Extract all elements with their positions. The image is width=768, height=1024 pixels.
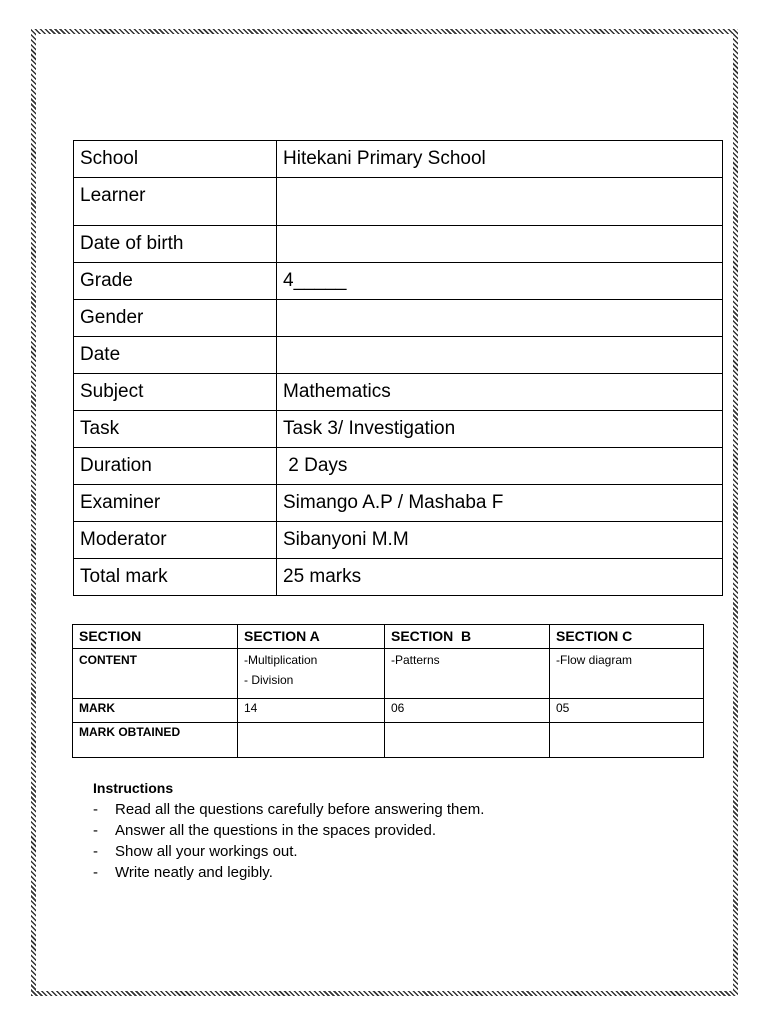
content-line: -Patterns <box>391 653 440 667</box>
list-item <box>93 820 653 841</box>
instruction-text: Answer all the questions in the spaces provided. <box>115 822 437 839</box>
list-item <box>93 799 653 820</box>
section-c-obtained <box>550 723 704 758</box>
content-line: -Flow diagram <box>556 653 633 667</box>
table-row <box>74 374 723 411</box>
section-a-mark: 14 <box>238 699 385 723</box>
info-label-date: Date <box>74 337 277 374</box>
info-value-gender <box>277 300 723 337</box>
mark-label: MARK <box>73 699 238 723</box>
info-value-subject: Mathematics <box>277 374 723 411</box>
info-label-duration: Duration <box>74 448 277 485</box>
section-c-content <box>550 649 704 699</box>
table-row <box>73 649 704 699</box>
content-line: - Division <box>244 673 294 687</box>
table-row <box>74 263 723 300</box>
section-b-content <box>385 649 550 699</box>
table-row <box>74 178 723 226</box>
section-b-mark: 06 <box>385 699 550 723</box>
section-a-content <box>238 649 385 699</box>
instructions <box>93 777 653 883</box>
table-row <box>74 485 723 522</box>
table-row <box>73 723 704 758</box>
info-label-examiner: Examiner <box>74 485 277 522</box>
dash-bullet: - <box>93 801 98 818</box>
list-item <box>93 862 653 883</box>
section-header-label: SECTION <box>73 625 238 649</box>
table-row <box>74 448 723 485</box>
table-row <box>73 699 704 723</box>
info-value-learner <box>277 178 723 226</box>
info-value-task: Task 3/ Investigation <box>277 411 723 448</box>
info-value-moderator: Sibanyoni M.M <box>277 522 723 559</box>
info-label-gender: Gender <box>74 300 277 337</box>
info-label-dob: Date of birth <box>74 226 277 263</box>
dash-bullet: - <box>93 822 98 839</box>
info-value-dob <box>277 226 723 263</box>
content-line: -Multiplication <box>244 653 318 667</box>
dash-bullet: - <box>93 864 98 881</box>
section-b-header: SECTION B <box>385 625 550 649</box>
table-row <box>74 300 723 337</box>
table-header-row <box>73 625 704 649</box>
section-c-header: SECTION C <box>550 625 704 649</box>
instructions-title: Instructions <box>93 780 174 796</box>
table-row <box>74 337 723 374</box>
info-value-school: Hitekani Primary School <box>277 141 723 178</box>
info-value-grade: 4_____ <box>277 263 723 300</box>
table-row <box>74 226 723 263</box>
info-label-moderator: Moderator <box>74 522 277 559</box>
list-item <box>93 841 653 862</box>
learner-info-table <box>73 140 723 596</box>
info-value-examiner: Simango A.P / Mashaba F <box>277 485 723 522</box>
content-label: CONTENT <box>73 649 238 699</box>
table-row <box>74 522 723 559</box>
dash-bullet: - <box>93 843 98 860</box>
info-label-school: School <box>74 141 277 178</box>
table-row <box>74 411 723 448</box>
mark-obtained-label: MARK OBTAINED <box>73 723 238 758</box>
section-a-obtained <box>238 723 385 758</box>
info-value-date <box>277 337 723 374</box>
info-label-grade: Grade <box>74 263 277 300</box>
instruction-text: Show all your workings out. <box>115 843 298 860</box>
section-a-header: SECTION A <box>238 625 385 649</box>
instruction-text: Read all the questions carefully before answering them. <box>115 801 485 818</box>
table-row <box>74 559 723 596</box>
table-row <box>74 141 723 178</box>
info-label-learner: Learner <box>74 178 277 226</box>
info-label-subject: Subject <box>74 374 277 411</box>
info-value-total-mark: 25 marks <box>277 559 723 596</box>
info-label-total-mark: Total mark <box>74 559 277 596</box>
instructions-list <box>93 799 653 883</box>
section-marks-table <box>72 624 704 758</box>
info-value-duration: 2 Days <box>277 448 723 485</box>
instruction-text: Write neatly and legibly. <box>115 864 273 881</box>
section-c-mark: 05 <box>550 699 704 723</box>
section-b-obtained <box>385 723 550 758</box>
info-label-task: Task <box>74 411 277 448</box>
